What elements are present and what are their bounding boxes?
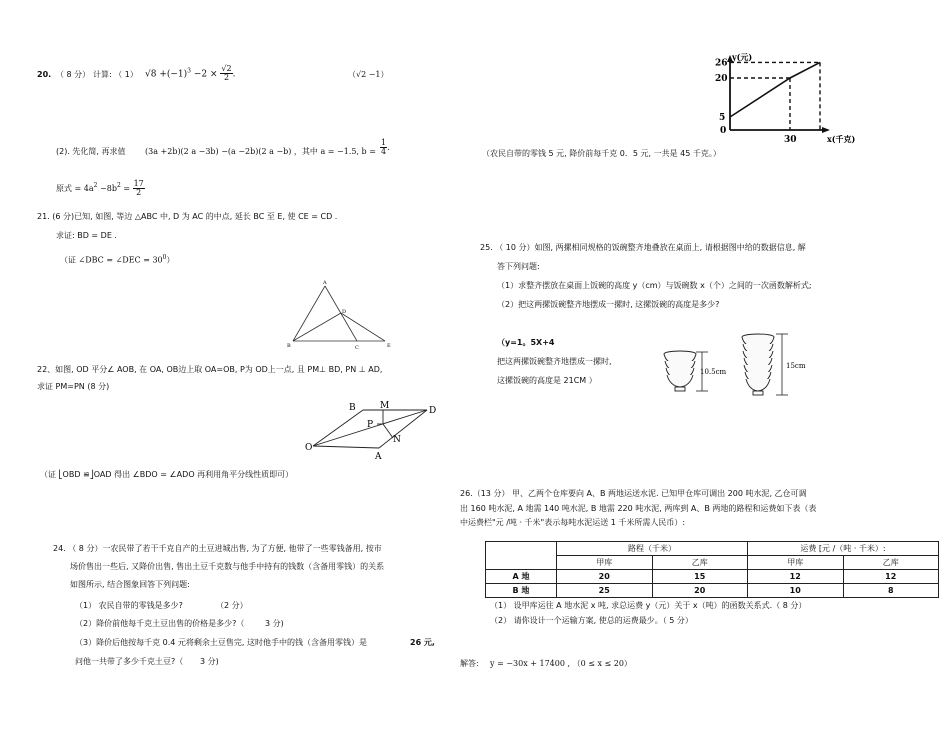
y-tick-0: 0 [720, 126, 727, 136]
table-cell: 8 [843, 584, 939, 598]
q22-label-b: B [349, 403, 356, 413]
table-cell: 10 [748, 584, 844, 598]
q21-prove: 求证: BD = DE . [56, 231, 117, 240]
header-cost: 运费 [元 /（吨 · 千米）: [748, 542, 939, 556]
table-cell: 20 [652, 584, 748, 598]
q24-sub1-points: （2 分） [216, 601, 248, 610]
table-cell: 12 [843, 570, 939, 584]
table-row [486, 570, 939, 584]
q21-triangle-figure [285, 278, 395, 350]
q24-sub4-points: 3 分) [200, 657, 219, 666]
table-cell: 25 [557, 584, 653, 598]
q26-solution-label: 解答: [460, 659, 479, 668]
q21-label-c: C [355, 345, 359, 351]
q26-line2: 出 160 吨水泥, A 地需 140 吨水泥, B 地需 220 吨水泥, 两库到 A、B 两地的路程和运费如下表（表 [460, 504, 817, 513]
q20-part2-expression: (3a +2b)(2 a −3b) −(a −2b)(2 a −b) ，其中 a = −1.5, b = [145, 147, 376, 156]
small-stack-height: 10.5cm [700, 368, 727, 376]
q24-graph [712, 52, 882, 148]
q22-label-o: O [305, 443, 313, 453]
q24-sub2-points: 3 分) [265, 619, 284, 628]
y-axis-label: y(元) [732, 52, 753, 62]
row-label: B 地 [486, 584, 557, 598]
bowls-figure [660, 330, 810, 400]
q22-label-p: P [367, 420, 374, 430]
q24-line3: 如图所示, 结合图象回答下列问题: [70, 580, 190, 589]
subheader-cell: 乙库 [652, 556, 748, 570]
q25-line2: 答下列问题: [497, 262, 540, 271]
q25-answer-formula: （y=1。5X+4 [497, 338, 555, 347]
q26-line3: 中运费栏"元 /吨 · 千米"表示每吨水泥运送 1 千米所需人民币）: [460, 518, 686, 527]
q26-cost-table [485, 541, 939, 598]
row-label: A 地 [486, 570, 557, 584]
table-row [486, 584, 939, 598]
q21-label-e: E [387, 343, 391, 349]
q24-sub3-value: 26 元, [410, 638, 435, 647]
q20-part2-label: (2). 先化简, 再求值 [56, 147, 126, 156]
q21-label-b: B [287, 343, 291, 349]
q26-line1: 26.（13 分） 甲、乙两个仓库要向 A、B 两地运送水泥. 已知甲仓库可调出 200 吨水泥, 乙仓可调 [460, 489, 807, 498]
q20-prompt: 计算: （ 1） [93, 70, 138, 79]
y-tick-20: 20 [715, 74, 728, 84]
q22-label-a: A [375, 452, 382, 462]
y-tick-5: 5 [719, 113, 726, 123]
header-distance: 路程（千米） [557, 542, 748, 556]
table-cell: 15 [652, 570, 748, 584]
q22-text: 22、如图, OD 平分∠ AOB, 在 OA, OB边上取 OA=OB, P为 OD上一点, 且 PM⊥ BD, PN ⊥ AD, [37, 365, 383, 374]
q22-label-m: M [380, 401, 390, 411]
table-cell: 12 [748, 570, 844, 584]
q21-hint: （证 ∠DBC = ∠DEC = $30^0$） [60, 254, 175, 265]
q24-sub4: 问他一共带了多少千克土豆?（ [75, 657, 184, 666]
q24-line1: 24. （ 8 分）一农民带了若干千克自产的土豆进城出售, 为了方便, 他带了一些零钱备用, 按市 [53, 544, 382, 553]
price-line [730, 62, 820, 117]
q20-part2-answer: 原式 = $4a^2 -8b^2$ = $\frac{17}{2}$ [56, 179, 144, 198]
q21-label-a: A [323, 280, 327, 286]
big-stack-height: 15cm [786, 362, 806, 370]
q22-prove: 求证 PM=PN (8 分) [37, 382, 110, 391]
q24-sub2: （2）降价前他每千克土豆出售的价格是多少?（ [75, 619, 245, 628]
q26-sub1: （1） 设甲库运往 A 地水泥 x 吨, 求总运费 y（元）关于 x（吨）的函数关系式.（ 8 分） [490, 601, 807, 610]
x-tick-30: 30 [784, 135, 797, 145]
q22-label-n: N [393, 435, 401, 445]
subheader-cell: 甲库 [748, 556, 844, 570]
q20-expression: $√8 +(-1)^3 -2$ × $\frac{√2}{2}$ . [145, 64, 236, 83]
q25-line1: 25. （ 10 分）如图, 两摞相同规格的饭碗整齐地叠放在桌面上, 请根据图中给的数据信息, 解 [480, 243, 806, 252]
q24-sub3: （3）降价后他按每千克 0.4 元将剩余土豆售完, 这时他手中的钱（含备用零钱）是 [75, 638, 367, 647]
q21-text: 21. (6 分)已知, 如图, 等边 △ABC 中, D 为 AC 的中点, 延长 BC 至 E, 使 CE = CD . [37, 212, 338, 221]
q20-part2-fraction: $\frac{1}{4}$ . [381, 138, 390, 157]
q21-label-d: D [342, 309, 347, 315]
q24-line2: 场价售出一些后, 又降价出售, 售出土豆千克数与他手中持有的钱数（含备用零钱）的关系 [70, 562, 385, 571]
table-subheader-row [486, 556, 939, 570]
q20-number: 20. [37, 70, 52, 79]
subheader-cell: 甲库 [557, 556, 653, 570]
q25-sub1: （1）求整齐摆放在桌面上饭碗的高度 y（cm）与饭碗数 x（个）之间的一次函数解析式; [497, 281, 812, 290]
q24-answer: （农民自带的零钱 5 元, 降价前每千克 0．5 元, 一共是 45 千克。） [482, 149, 721, 158]
q25-sub2: （2）把这两摞饭碗整齐地摆成一摞时, 这摞饭碗的高度是多少? [497, 300, 720, 309]
y-tick-26: 26 [715, 58, 728, 69]
q25-answer-line3: 这摞饭碗的高度是 21CM ） [497, 376, 597, 385]
q20-points: （ 8 分） [56, 70, 91, 79]
q26-sub2: （2） 请你设计一个运输方案, 使总的运费最少。（ 5 分） [490, 616, 693, 625]
q22-label-d: D [429, 406, 437, 416]
q20-answer1: （√2 −1） [348, 70, 389, 79]
q26-solution: y = −30x + 17400 , （0 ≤ x ≤ 20） [490, 659, 632, 668]
subheader-cell: 乙库 [843, 556, 939, 570]
q25-answer-line2: 把这两摞饭碗整齐地摆成一摞时, [497, 357, 612, 366]
table-header-row [486, 542, 939, 556]
table-cell: 20 [557, 570, 653, 584]
x-axis-label: x(千克) [827, 134, 856, 144]
q22-figure [305, 400, 440, 462]
q22-hint: （证 ⎣OBD ≌⎦OAD 得出 ∠BDO = ∠ADO 再利用角平分线性质即可） [40, 470, 294, 479]
q24-sub1: （1） 农民自带的零钱是多少? [75, 601, 183, 610]
